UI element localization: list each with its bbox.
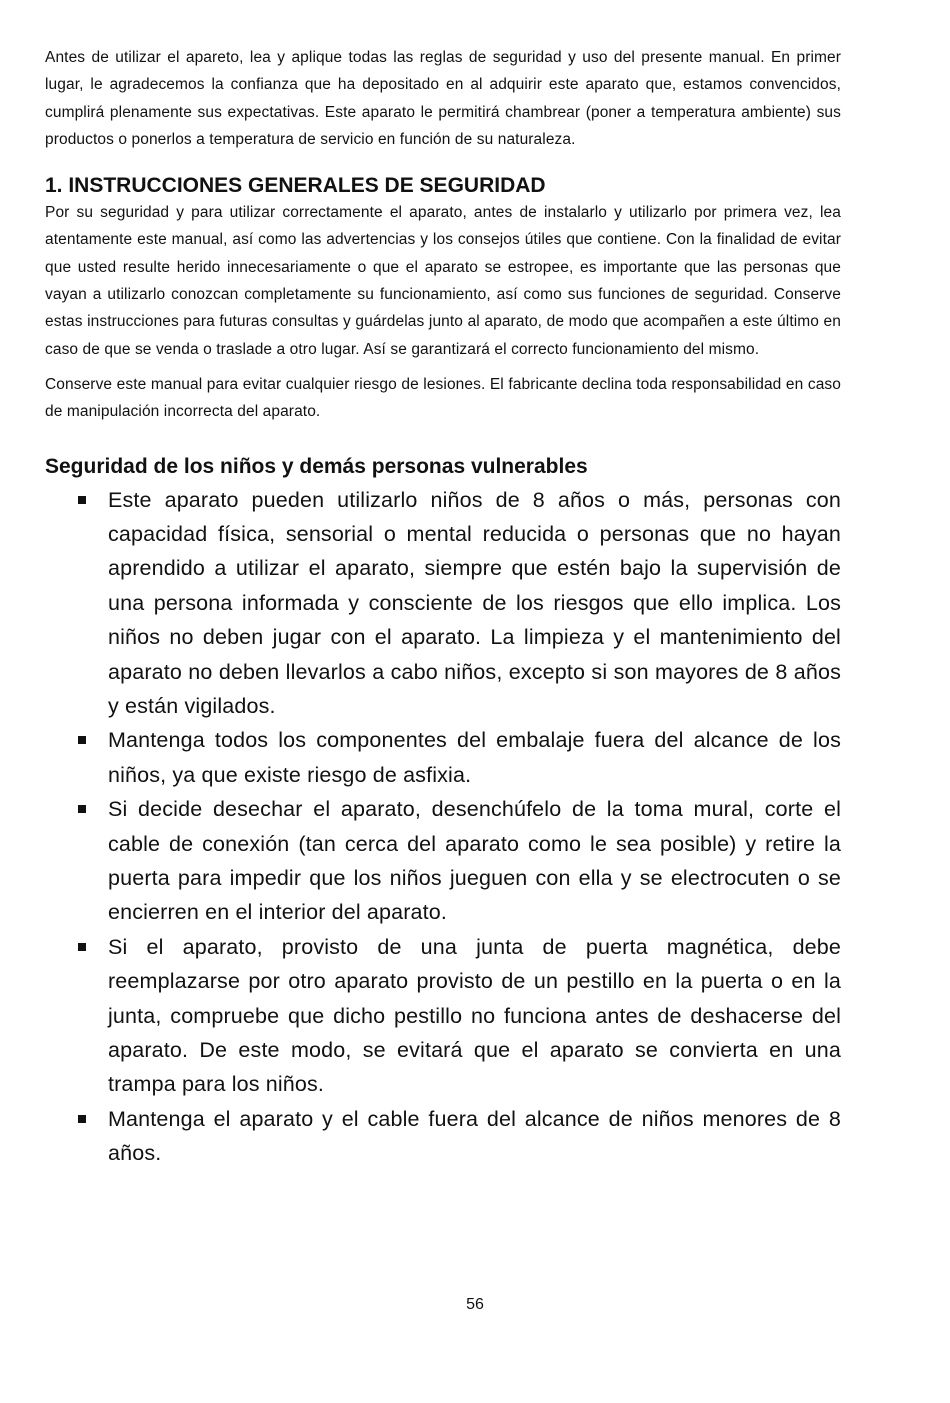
- children-safety-title: Seguridad de los niños y demás personas vulnerables: [45, 454, 588, 478]
- warning-paragraph: Conserve este manual para evitar cualquier riesgo de lesiones. El fabricante declina toda responsabilidad en caso de manipulación incorrecta del aparato.: [45, 375, 841, 421]
- list-item: [45, 723, 841, 792]
- section-title: 1. INSTRUCCIONES GENERALES DE SEGURIDAD: [45, 174, 546, 198]
- list-item: [45, 1102, 841, 1171]
- list-item-text: Si el aparato, provisto de una junta de puerta magnética, debe reemplazarse por otro aparato provisto de un pestillo en la puerta o en la junta, compruebe que dicho pestillo no funciona antes de deshacerse del aparato. De este modo, se evitará que el aparato se convierta en una trampa para los niños.: [108, 934, 841, 1097]
- manual-page: [45, 44, 841, 1171]
- list-item: [45, 930, 841, 1102]
- square-bullet-icon: [78, 805, 86, 813]
- page-number: 56: [466, 1296, 484, 1313]
- list-item: [45, 483, 841, 724]
- square-bullet-icon: [78, 496, 86, 504]
- children-safety-list: [45, 483, 841, 1171]
- list-item-text: Mantenga todos los componentes del embalaje fuera del alcance de los niños, ya que existe riesgo de asfixia.: [108, 728, 841, 787]
- list-item-text: Este aparato pueden utilizarlo niños de 8 años o más, personas con capacidad física, sensorial o mental reducida o personas que no hayan aprendido a utilizar el aparato, siempre que estén bajo la supervisión de una persona informada y consciente de los riesgos que ello implica. Los niños no deben jugar con el aparato. La limpieza y el mantenimiento del aparato no deben llevarlos a cabo niños, excepto si son mayores de 8 años y están vigilados.: [108, 487, 841, 718]
- list-item: [45, 792, 841, 930]
- intro-paragraph: Antes de utilizar el apareto, lea y aplique todas las reglas de seguridad y uso del presente manual. En primer lugar, le agradecemos la confianza que ha depositado en al adquirir este aparato que, estamos convencidos, cumplirá plenamente sus expectativas. Este aparato le permitirá chambrear (poner a temperatura ambiente) sus productos o ponerlos a temperatura de servicio en función de su naturaleza.: [45, 49, 841, 148]
- square-bullet-icon: [78, 1115, 86, 1123]
- square-bullet-icon: [78, 943, 86, 951]
- square-bullet-icon: [78, 736, 86, 744]
- safety-paragraph: Por su seguridad y para utilizar correctamente el aparato, antes de instalarlo y utilizarlo por primera vez, lea atentamente este manual, así como las advertencias y los consejos útiles que contiene. Con la finalidad de evitar que usted resulte herido innecesariamente o que el aparato se estropee, es importante que las personas que vayan a utilizarlo conozcan completamente su funcionamiento, así como sus funciones de seguridad. Conserve estas instrucciones para futuras consultas y guárdelas junto al aparato, de modo que acompañen a este último en caso de que se venda o traslade a otro lugar. Así se garantizará el correcto funcionamiento del mismo.: [45, 204, 841, 358]
- list-item-text: Si decide desechar el aparato, desenchúfelo de la toma mural, corte el cable de conexión (tan cerca del aparato como le sea posible) y retire la puerta para impedir que los niños jueguen con ella y se electrocuten o se encierren en el interior del aparato.: [108, 797, 841, 925]
- list-item-text: Mantenga el aparato y el cable fuera del alcance de niños menores de 8 años.: [108, 1106, 841, 1166]
